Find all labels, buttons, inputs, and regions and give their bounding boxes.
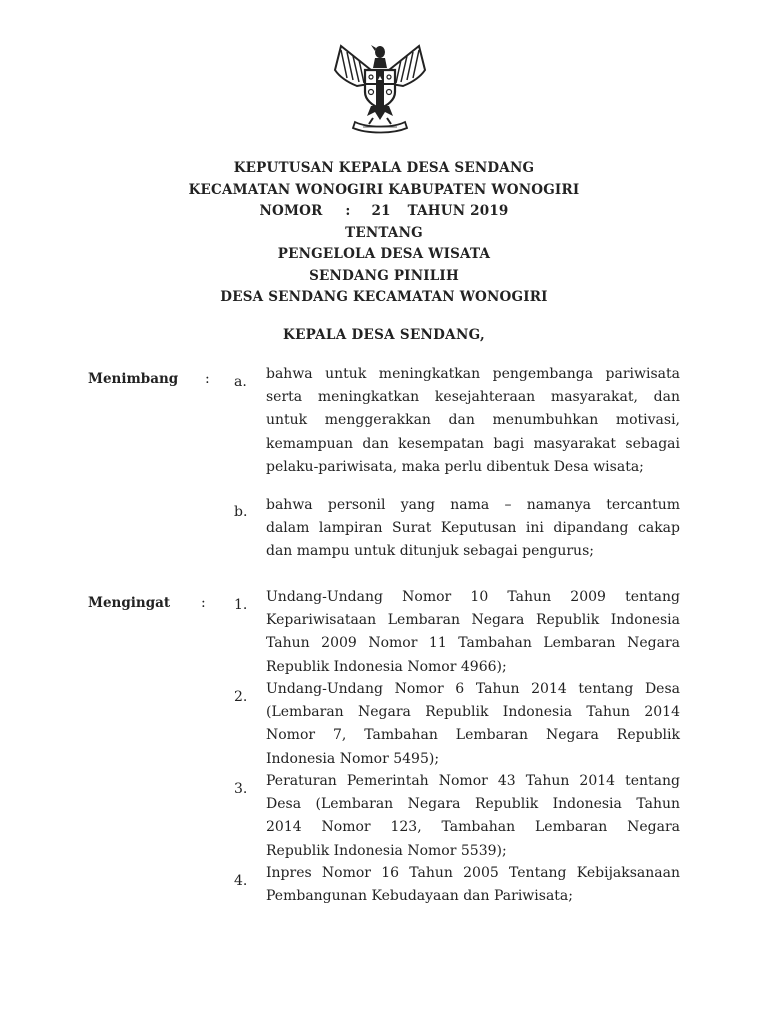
mengingat-item-3 xyxy=(266,770,680,863)
text-line: bahwa personil yang nama – namanya tercantum xyxy=(266,497,680,513)
kepala-desa-heading: KEPALA DESA SENDANG, xyxy=(283,327,485,343)
text-line: Republik Indonesia Nomor 5539); xyxy=(266,842,507,859)
nomor-label: NOMOR xyxy=(259,203,323,219)
menimbang-colon: : xyxy=(205,371,210,387)
tentang-label: TENTANG xyxy=(345,224,423,241)
item-marker-3: 3. xyxy=(234,781,248,797)
text-line: Undang-Undang Nomor 6 Tahun 2014 tentang Desa xyxy=(266,681,680,697)
item-marker-b: b. xyxy=(234,504,248,520)
text-line: Desa (Lembaran Negara Republik Indonesia Tahun xyxy=(266,796,680,813)
mengingat-item-2 xyxy=(266,678,680,771)
mengingat-item-1 xyxy=(266,586,680,679)
item-marker-a: a. xyxy=(234,374,247,390)
text-line: Peraturan Pemerintah Nomor 43 Tahun 2014 tentang xyxy=(266,773,680,789)
text-line: untuk menggerakkan dan menumbuhkan motivasi, xyxy=(266,412,680,429)
nomor-separator: : xyxy=(345,203,351,219)
menimbang-item-b xyxy=(266,494,680,564)
text-line: Undang-Undang Nomor 10 Tahun 2009 tentang xyxy=(266,589,680,605)
nomor-value: 21 xyxy=(371,203,391,219)
text-line: 2014 Nomor 123, Tambahan Lembaran Negara xyxy=(266,819,680,836)
text-line: kemampuan dan kesempatan bagi masyarakat sebagai xyxy=(266,435,680,452)
text-line: Pembangunan Kebudayaan dan Pariwisata; xyxy=(266,888,573,905)
subject-line-1: PENGELOLA DESA WISATA xyxy=(277,246,491,262)
item-marker-1: 1. xyxy=(234,597,248,613)
subject-line-2: SENDANG PINILIH xyxy=(309,267,459,284)
text-line: serta meningkatkan kesejahteraan masyarakat, dan xyxy=(266,389,680,406)
text-line: Nomor 7, Tambahan Lembaran Negara Republik xyxy=(266,727,680,744)
title-line-2: KECAMATAN WONOGIRI KABUPATEN WONOGIRI xyxy=(188,181,580,198)
text-line: pelaku-pariwisata, maka perlu dibentuk Desa wisata; xyxy=(266,458,644,475)
decree-number-line xyxy=(0,201,768,223)
menimbang-item-a xyxy=(266,363,680,479)
text-line: Republik Indonesia Nomor 4966); xyxy=(266,658,507,675)
mengingat-colon: : xyxy=(201,595,206,611)
text-line: Indonesia Nomor 5495); xyxy=(266,750,440,767)
decree-title xyxy=(0,158,768,309)
nomor-year: TAHUN 2019 xyxy=(407,203,509,219)
text-line: bahwa untuk meningkatkan pengembanga pariwisata xyxy=(266,366,680,382)
text-line: dalam lampiran Surat Keputusan ini dipandang cakap xyxy=(266,520,680,537)
item-marker-4: 4. xyxy=(234,873,248,889)
menimbang-label: Menimbang xyxy=(88,371,179,387)
text-line: (Lembaran Negara Republik Indonesia Tahun 2014 xyxy=(266,704,680,721)
garuda-emblem-icon xyxy=(327,40,433,134)
text-line: Inpres Nomor 16 Tahun 2005 Tentang Kebijaksanaan xyxy=(266,865,680,881)
text-line: Tahun 2009 Nomor 11 Tambahan Lembaran Negara xyxy=(266,635,680,652)
item-marker-2: 2. xyxy=(234,689,248,705)
mengingat-item-4 xyxy=(266,862,680,908)
mengingat-label: Mengingat xyxy=(88,595,171,611)
title-line-1: KEPUTUSAN KEPALA DESA SENDANG xyxy=(233,160,535,176)
text-line: dan mampu untuk ditunjuk sebagai pengurus; xyxy=(266,543,594,560)
subject-line-3: DESA SENDANG KECAMATAN WONOGIRI xyxy=(220,289,548,305)
text-line: Kepariwisataan Lembaran Negara Republik Indonesia xyxy=(266,612,680,629)
